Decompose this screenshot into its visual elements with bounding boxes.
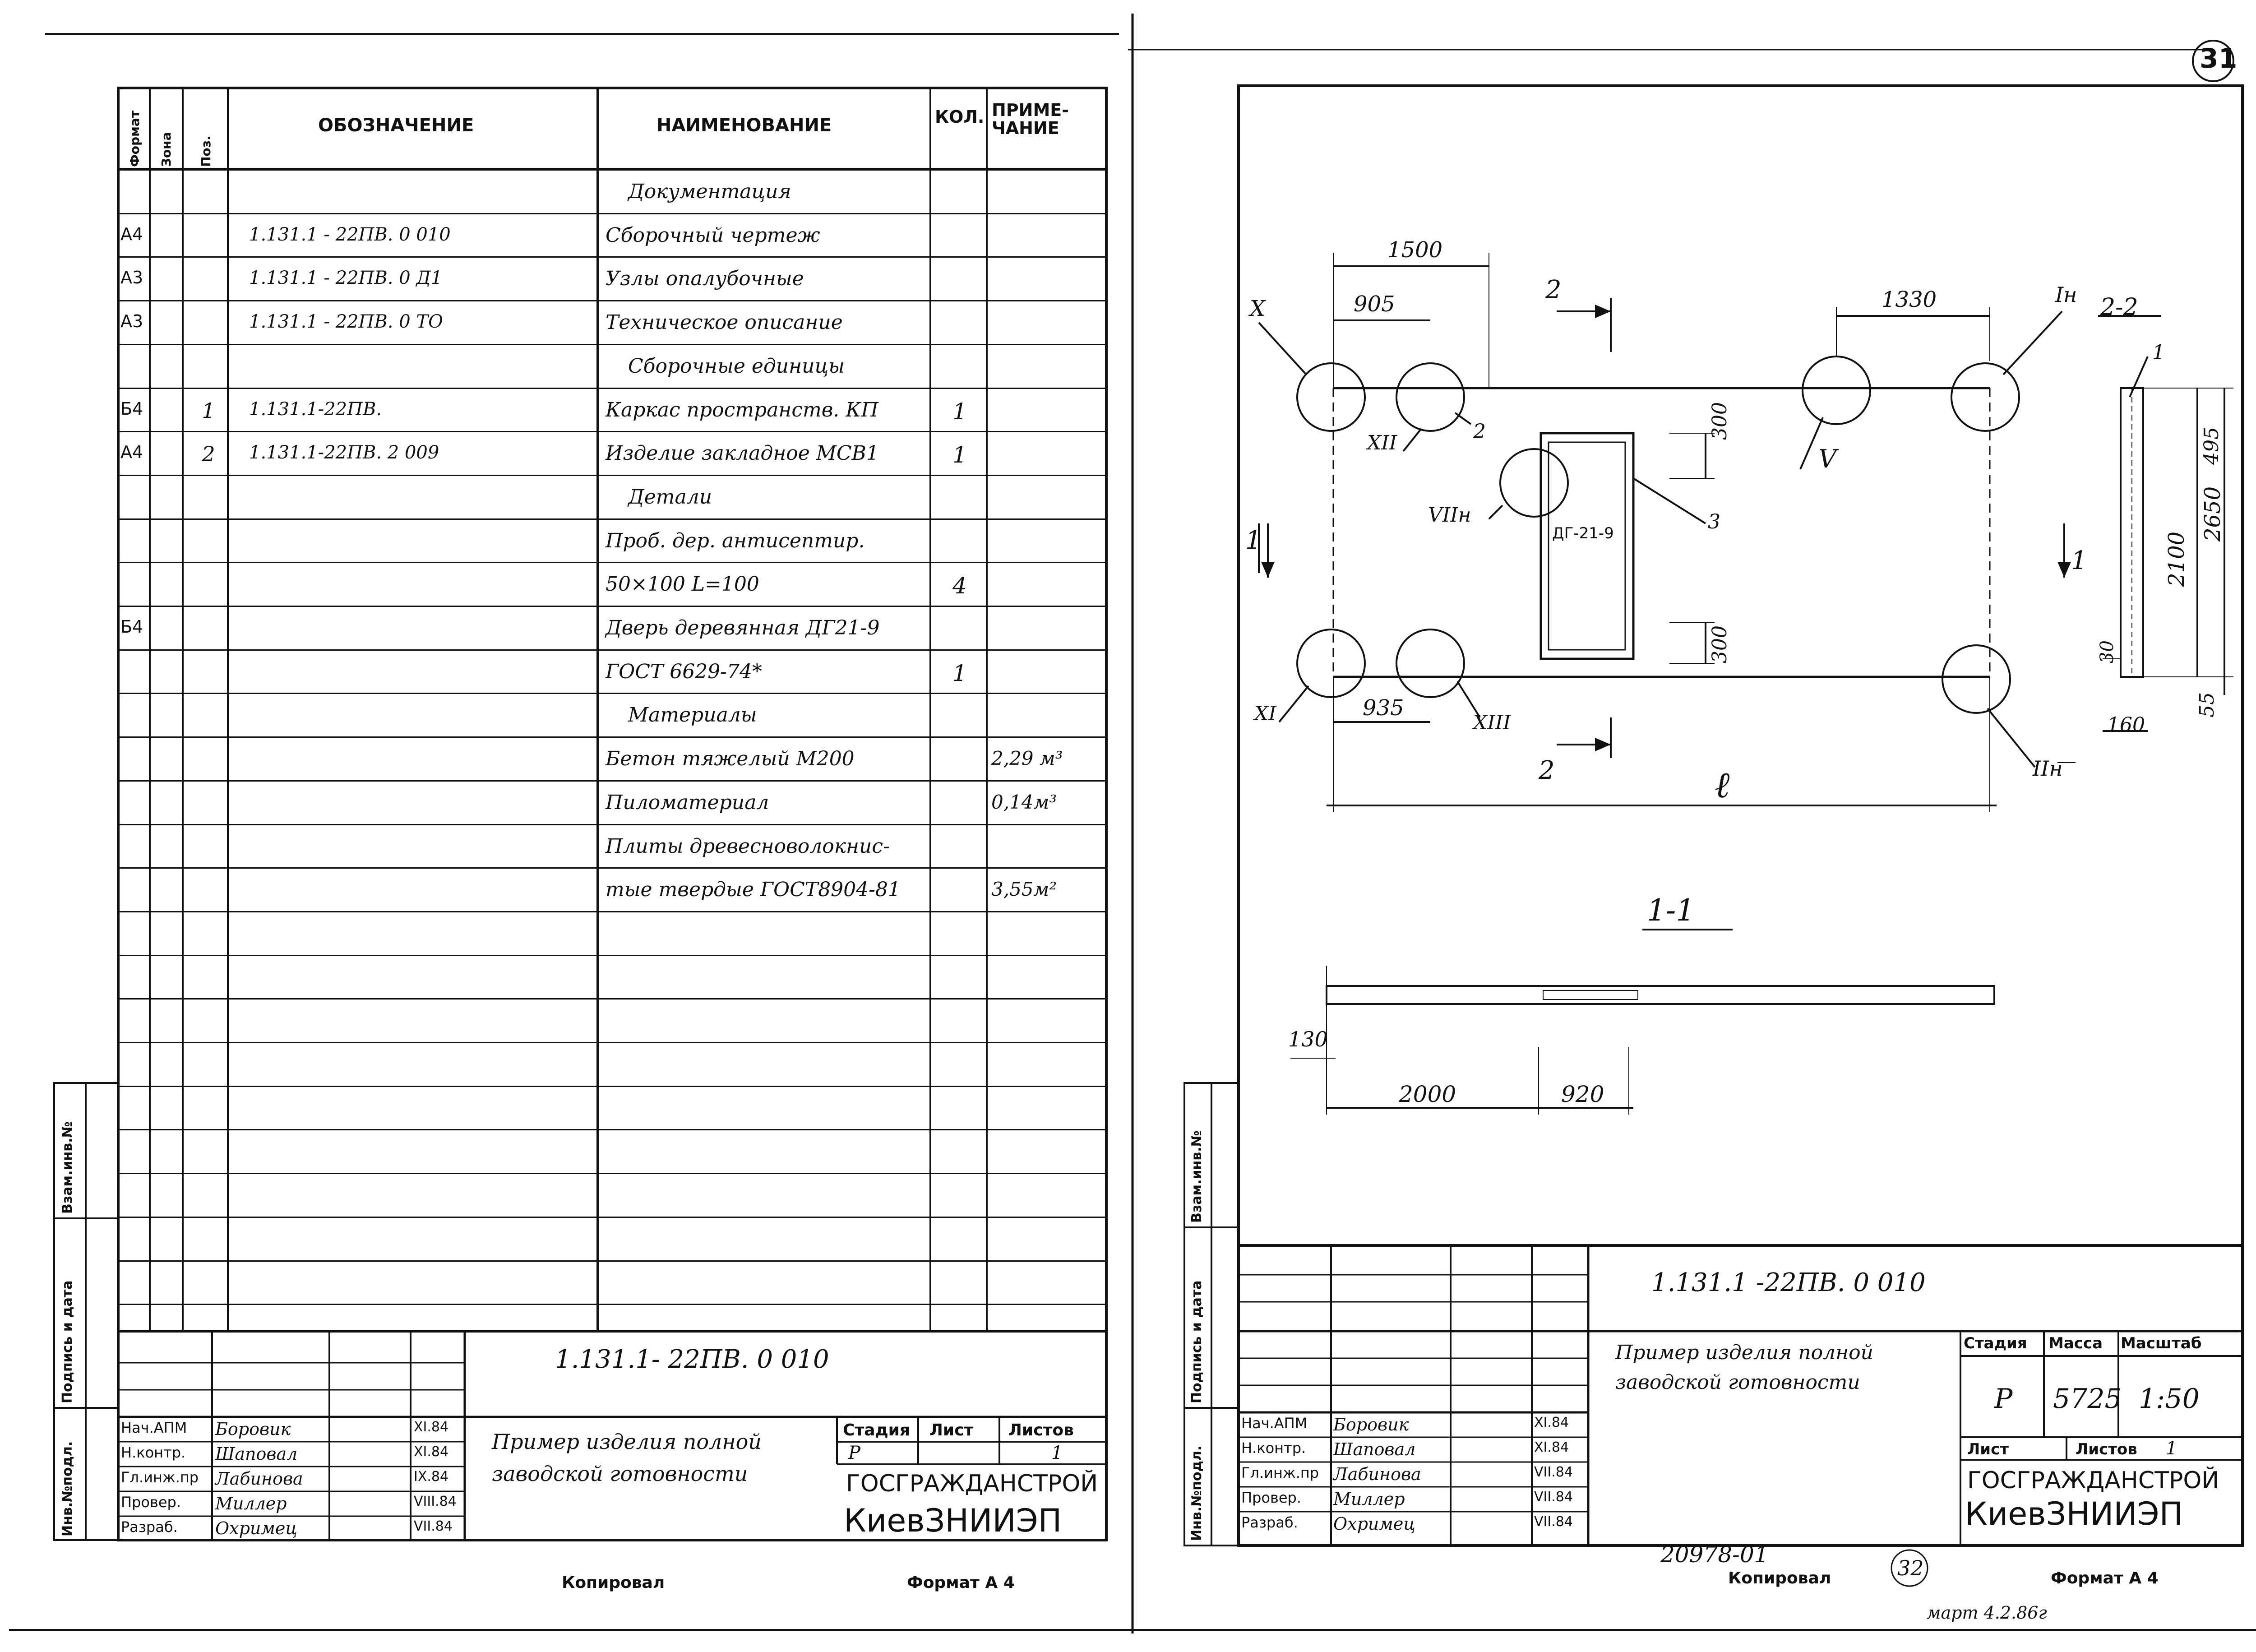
right-org2: КиевЗНИИЭП bbox=[1965, 1495, 2183, 1532]
side-label-sign: Подпись и дата bbox=[60, 1280, 75, 1403]
table-row-rule bbox=[118, 1217, 1106, 1218]
header-format: Формат bbox=[127, 110, 142, 167]
person-name: Миллер bbox=[1333, 1489, 1405, 1509]
table-cell-qty: 1 bbox=[952, 398, 967, 425]
person-role: Н.контр. bbox=[121, 1444, 186, 1461]
dim-300-top: 300 bbox=[1708, 402, 1731, 440]
right-mass: 5725 bbox=[2053, 1383, 2122, 1415]
table-row-rule bbox=[118, 1129, 1106, 1130]
table-row-rule bbox=[118, 606, 1106, 607]
table-row-rule bbox=[118, 344, 1106, 345]
table-cell-fmt: А3 bbox=[120, 268, 143, 288]
person-date: XI.84 bbox=[414, 1444, 449, 1460]
table-cell-fmt: А4 bbox=[120, 442, 143, 463]
dim-2100: 2100 bbox=[2164, 531, 2189, 587]
table-cell-fmt: Б4 bbox=[120, 617, 143, 637]
marker-xiii: XIII bbox=[1473, 711, 1511, 734]
table-row-rule bbox=[118, 388, 1106, 389]
table-row-rule bbox=[118, 1173, 1106, 1174]
section-1-1-label: 1-1 bbox=[1647, 893, 1695, 928]
dim-920: 920 bbox=[1561, 1081, 1604, 1107]
left-footer-copied: Копировал bbox=[562, 1573, 665, 1592]
dim-905: 905 bbox=[1354, 292, 1395, 317]
marker-ih: Iн bbox=[2055, 282, 2077, 307]
left-stage: Р bbox=[848, 1443, 860, 1463]
right-mass-label: Масса bbox=[2048, 1334, 2103, 1352]
marker-xi: XI bbox=[1254, 702, 1276, 725]
marker-v: V bbox=[1818, 444, 1837, 474]
person-date: XI.84 bbox=[414, 1419, 449, 1435]
header-name: НАИМЕНОВАНИЕ bbox=[656, 115, 832, 136]
table-cell-qty: 1 bbox=[952, 660, 967, 686]
right-title-code: 1.131.1 -22ПВ. 0 010 bbox=[1651, 1268, 1926, 1297]
header-note: ПРИМЕ- ЧАНИЕ bbox=[992, 100, 1069, 138]
table-cell-des: 1.131.1 - 22ПВ. 0 010 bbox=[249, 224, 451, 245]
person-name: Шаповал bbox=[1333, 1439, 1416, 1459]
dim-1500: 1500 bbox=[1387, 237, 1443, 263]
person-role: Провер. bbox=[121, 1494, 181, 1511]
person-role: Нач.АПМ bbox=[1241, 1415, 1308, 1432]
person-role: Гл.инж.пр bbox=[121, 1469, 199, 1486]
marker-pos-2: 2 bbox=[1473, 420, 1486, 443]
marker-x: X bbox=[1250, 296, 1266, 321]
person-role: Н.контр. bbox=[1241, 1439, 1306, 1457]
right-footer-note: март 4.2.86г bbox=[1927, 1603, 2047, 1623]
table-row-rule bbox=[118, 693, 1106, 694]
table-cell-name: Бетон тяжелый М200 bbox=[606, 747, 855, 771]
table-cell-name: Сборочные единицы bbox=[628, 354, 845, 378]
person-date: VII.84 bbox=[1534, 1464, 1573, 1480]
person-name: Лабинова bbox=[1333, 1464, 1421, 1484]
table-cell-des: 1.131.1 - 22ПВ. 0 Д1 bbox=[249, 268, 443, 289]
table-cell-name: Сборочный чертеж bbox=[606, 223, 820, 247]
dim-2650: 2650 bbox=[2200, 486, 2225, 541]
section-arrow-1-right: 1 bbox=[2071, 546, 2087, 575]
section-arrow-2-bottom: 2 bbox=[1539, 756, 1555, 785]
person-name: Боровик bbox=[1333, 1415, 1409, 1435]
table-cell-name: Дверь деревянная ДГ21-9 bbox=[606, 616, 880, 639]
table-cell-name: ГОСТ 6629-74* bbox=[606, 660, 763, 683]
table-cell-des: 1.131.1-22ПВ. bbox=[249, 398, 382, 420]
marker-pos-3: 3 bbox=[1708, 510, 1720, 533]
right-scale-label: Масштаб bbox=[2121, 1334, 2202, 1352]
page-number-top: 31 bbox=[2200, 43, 2238, 74]
right-sheets-label: Листов bbox=[2076, 1440, 2137, 1458]
left-sheet-label: Лист bbox=[929, 1421, 974, 1439]
table-cell-fmt: Б4 bbox=[120, 398, 143, 419]
side-label-swap: Взам.инв.№ bbox=[60, 1121, 75, 1214]
table-cell-name: Плиты древесноволокнис- bbox=[606, 834, 890, 858]
table-row-rule bbox=[118, 518, 1106, 520]
table-cell-des: 1.131.1 - 22ПВ. 0 ТО bbox=[249, 311, 443, 333]
table-row-rule bbox=[118, 475, 1106, 476]
table-cell-name: Изделие закладное МСВ1 bbox=[606, 442, 879, 465]
table-cell-pos: 1 bbox=[202, 398, 215, 423]
table-cell-name: Узлы опалубочные bbox=[606, 267, 804, 291]
table-row-rule bbox=[118, 1304, 1106, 1305]
left-org1: ГОСГРАЖДАНСТРОЙ bbox=[846, 1470, 1098, 1497]
dim-1330: 1330 bbox=[1882, 287, 1937, 312]
table-row-rule bbox=[118, 911, 1106, 912]
left-org2: КиевЗНИИЭП bbox=[844, 1502, 1062, 1539]
table-cell-name: Детали bbox=[628, 485, 712, 509]
table-cell-name: Пиломатериал bbox=[606, 791, 769, 814]
left-sheets: 1 bbox=[1051, 1443, 1063, 1463]
left-title-code: 1.131.1- 22ПВ. 0 010 bbox=[555, 1345, 829, 1374]
right-scale: 1:50 bbox=[2139, 1383, 2200, 1415]
table-cell-note: 0,14м³ bbox=[991, 791, 1057, 813]
person-name: Шаповал bbox=[215, 1444, 298, 1464]
table-row-rule bbox=[118, 955, 1106, 956]
person-date: XI.84 bbox=[1534, 1439, 1569, 1455]
table-cell-note: 3,55м² bbox=[991, 878, 1057, 901]
left-title-text: Пример изделия полной заводской готовности bbox=[492, 1430, 762, 1486]
table-row-rule bbox=[118, 780, 1106, 782]
table-cell-des: 1.131.1-22ПВ. 2 009 bbox=[249, 442, 439, 463]
person-date: VII.84 bbox=[1534, 1514, 1573, 1530]
table-cell-note: 2,29 м³ bbox=[991, 747, 1063, 770]
person-role: Разраб. bbox=[1241, 1514, 1298, 1531]
marker-viih: VIIн bbox=[1428, 504, 1471, 527]
table-row-rule bbox=[118, 1260, 1106, 1262]
table-row-rule bbox=[118, 998, 1106, 1000]
header-pos: Поз. bbox=[199, 135, 213, 167]
dim-495: 495 bbox=[2200, 427, 2223, 465]
left-sheets-label: Листов bbox=[1008, 1421, 1074, 1439]
person-role: Разраб. bbox=[121, 1518, 178, 1536]
right-side-label-swap: Взам.инв.№ bbox=[1189, 1130, 1205, 1223]
dim-300-bottom: 300 bbox=[1708, 625, 1731, 663]
table-row-rule bbox=[118, 1086, 1106, 1087]
dim-935: 935 bbox=[1363, 695, 1404, 721]
table-cell-name: Проб. дер. антисептир. bbox=[606, 529, 865, 552]
table-cell-name: тые твердые ГОСТ8904-81 bbox=[606, 878, 901, 902]
person-role: Провер. bbox=[1241, 1489, 1301, 1506]
table-cell-name: Каркас пространств. КП bbox=[606, 398, 878, 421]
person-date: VIII.84 bbox=[414, 1494, 457, 1509]
side-label-inv: Инв.№подл. bbox=[60, 1441, 75, 1536]
person-role: Нач.АПМ bbox=[121, 1419, 187, 1436]
table-row-rule bbox=[118, 649, 1106, 651]
right-stage: Р bbox=[1994, 1383, 2013, 1415]
person-date: VII.84 bbox=[414, 1518, 453, 1534]
table-row-rule bbox=[118, 300, 1106, 301]
marker-iih: IIн bbox=[2033, 756, 2063, 781]
right-stage-label: Стадия bbox=[1964, 1334, 2027, 1352]
person-name: Охримец bbox=[215, 1518, 297, 1538]
table-row-rule bbox=[118, 213, 1106, 214]
table-cell-fmt: А3 bbox=[120, 311, 143, 332]
marker-xii: XII bbox=[1367, 431, 1397, 454]
right-side-label-sign: Подпись и дата bbox=[1189, 1280, 1205, 1403]
right-doc-number: 20978-01 bbox=[1660, 1541, 1769, 1568]
dim-2000: 2000 bbox=[1399, 1081, 1456, 1107]
person-name: Миллер bbox=[215, 1494, 287, 1513]
left-stage-label: Стадия bbox=[843, 1421, 910, 1439]
table-cell-qty: 1 bbox=[952, 442, 967, 468]
right-footer-format: Формат А 4 bbox=[2051, 1569, 2159, 1587]
table-cell-qty: 4 bbox=[952, 573, 967, 599]
table-cell-name: 50×100 L=100 bbox=[606, 573, 759, 596]
person-date: VII.84 bbox=[1534, 1489, 1573, 1505]
table-cell-name: Техническое описание bbox=[606, 311, 843, 334]
person-date: IX.84 bbox=[414, 1469, 449, 1485]
section-arrow-2-top: 2 bbox=[1545, 275, 1562, 305]
table-row-rule bbox=[118, 736, 1106, 738]
table-row-rule bbox=[118, 431, 1106, 432]
dim-30: 30 bbox=[2097, 640, 2117, 663]
person-date: XI.84 bbox=[1534, 1415, 1569, 1430]
right-sheets: 1 bbox=[2166, 1438, 2177, 1459]
dim-160: 160 bbox=[2107, 713, 2145, 736]
header-zone: Зона bbox=[159, 132, 174, 167]
dim-ell: ℓ bbox=[1715, 764, 1730, 806]
person-role: Гл.инж.пр bbox=[1241, 1464, 1319, 1481]
left-footer-format: Формат А 4 bbox=[907, 1573, 1015, 1592]
person-name: Охримец bbox=[1333, 1514, 1415, 1534]
table-row-rule bbox=[118, 256, 1106, 258]
section-arrow-1-left: 1 bbox=[1245, 526, 1262, 555]
right-title-text: Пример изделия полной заводской готовности bbox=[1615, 1341, 1873, 1394]
person-name: Боровик bbox=[215, 1419, 291, 1439]
table-cell-fmt: А4 bbox=[120, 224, 143, 244]
section-2-2-label: 2-2 bbox=[2100, 294, 2138, 321]
dim-55: 55 bbox=[2196, 692, 2219, 717]
table-cell-pos: 2 bbox=[202, 442, 215, 467]
table-cell-name: Документация bbox=[628, 180, 791, 203]
right-org1: ГОСГРАЖДАНСТРОЙ bbox=[1967, 1467, 2219, 1494]
table-row-rule bbox=[118, 867, 1106, 869]
table-row-rule bbox=[118, 1042, 1106, 1043]
dim-130: 130 bbox=[1288, 1027, 1328, 1051]
table-row-rule bbox=[118, 824, 1106, 825]
page-number-bottom: 32 bbox=[1897, 1556, 1924, 1580]
right-side-label-inv: Инв.№подл. bbox=[1189, 1445, 1205, 1541]
right-sheet-label: Лист bbox=[1967, 1440, 2009, 1458]
table-row-rule bbox=[118, 562, 1106, 563]
door-label: ДГ-21-9 bbox=[1552, 524, 1614, 542]
right-footer-copied: Копировал bbox=[1728, 1569, 1831, 1587]
marker-pos-1: 1 bbox=[2152, 341, 2165, 364]
person-name: Лабинова bbox=[215, 1469, 303, 1489]
table-cell-name: Материалы bbox=[628, 703, 757, 727]
header-designation: ОБОЗНАЧЕНИЕ bbox=[318, 115, 474, 136]
header-qty: КОЛ. bbox=[935, 107, 985, 127]
